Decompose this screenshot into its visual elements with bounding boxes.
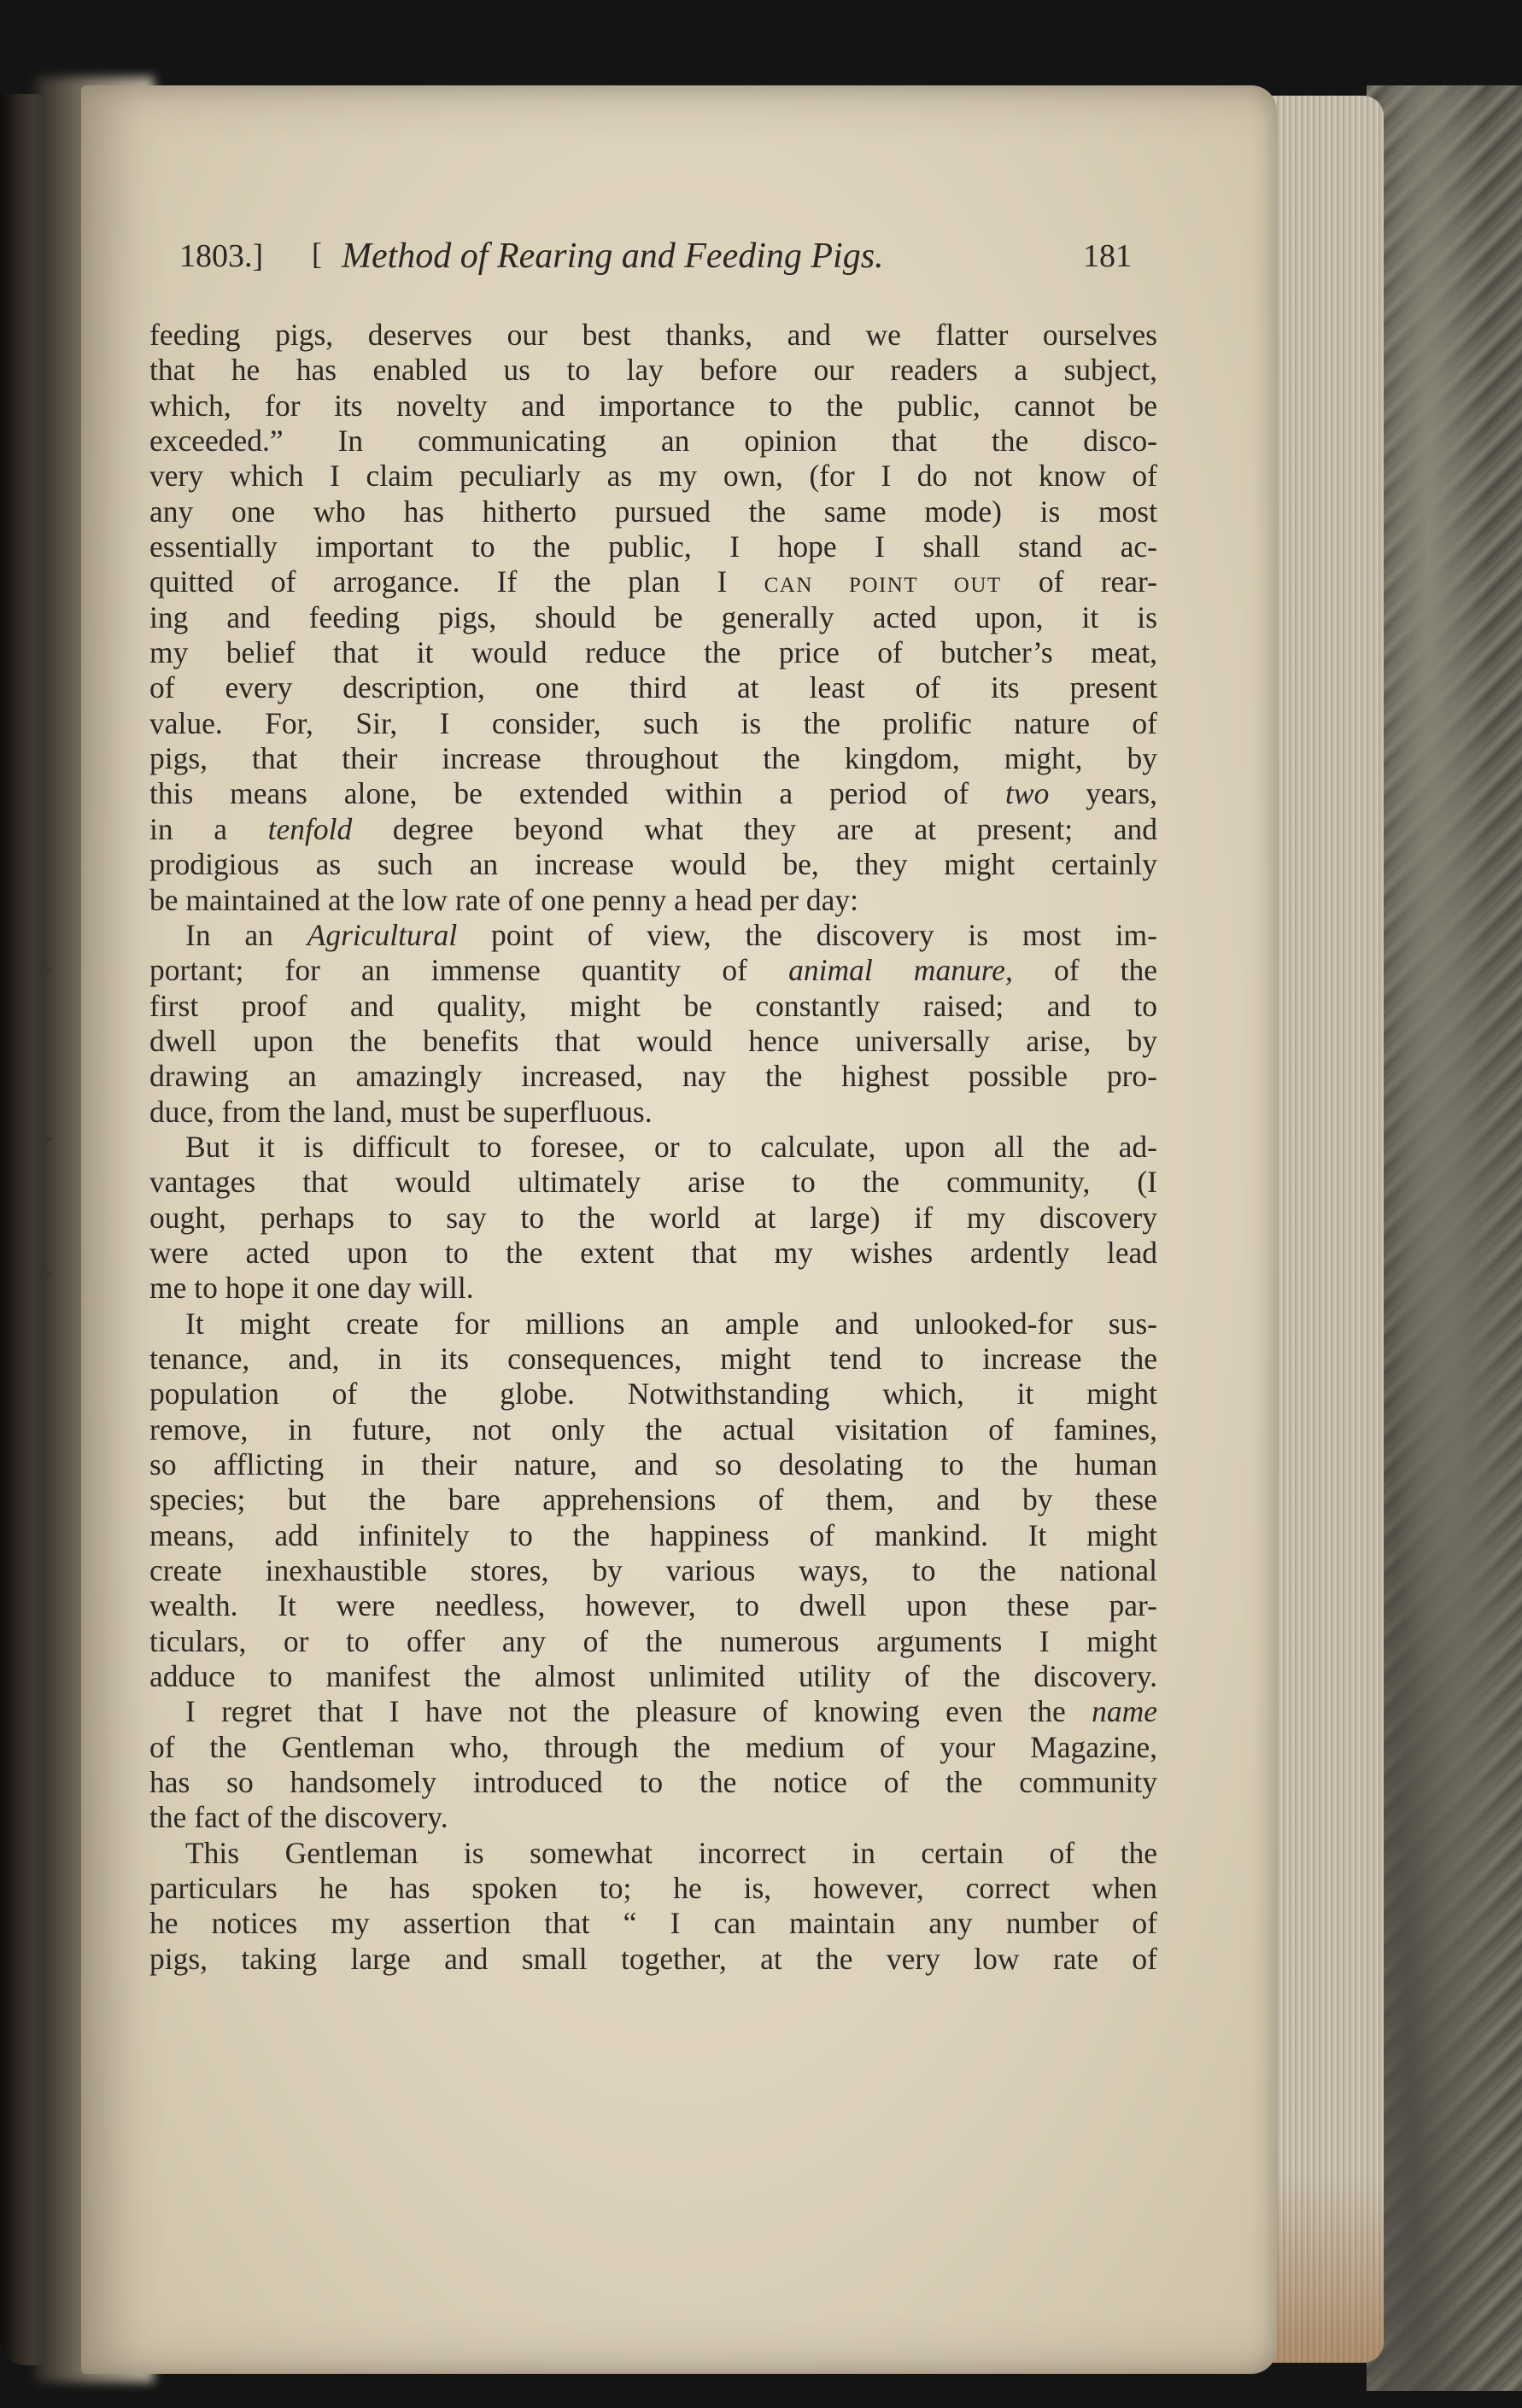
text-line: But it is difficult to foresee, or to calculate, upon all the ad- [185, 1129, 1157, 1164]
text-line: so afflicting in their nature, and so desolating to the human [149, 1447, 1157, 1482]
text-run: of rear- [1001, 564, 1157, 599]
text-line: that he has enabled us to lay before our readers a subject, [149, 353, 1157, 388]
text-run: of the [1012, 953, 1157, 988]
text-line: of every description, one third at least of its present [149, 670, 1157, 705]
text-run: In an [185, 917, 307, 952]
text-run: I regret that I have not the pleasure of knowing even the [185, 1694, 1092, 1729]
text-line: adduce to manifest the almost unlimited utility of the discovery. [149, 1659, 1157, 1694]
text-run: portant; for an immense quantity of [149, 953, 789, 988]
italic-text: name [1092, 1694, 1157, 1729]
text-line: create inexhaustible stores, by various ways, to the national [149, 1553, 1157, 1588]
text-line [149, 953, 1157, 988]
text-line: This Gentleman is somewhat incorrect in certain of the [185, 1835, 1157, 1870]
running-head [179, 237, 1132, 289]
text-line: remove, in future, not only the actual visitation of famines, [149, 1411, 1157, 1447]
text-line: my belief that it would reduce the price of butcher’s meat, [149, 635, 1157, 670]
text-line [149, 776, 1157, 811]
text-line: species; but the bare apprehensions of them, and by these [149, 1482, 1157, 1517]
margin-mark: ▸ [44, 1129, 54, 1148]
italic-text: animal manure, [788, 953, 1013, 988]
text-line [149, 812, 1157, 847]
text-line: vantages that would ultimately arise to the community, (I [149, 1165, 1157, 1200]
text-line: he notices my assertion that “ I can maintain any number of [149, 1906, 1157, 1941]
text-line: pigs, taking large and small together, at the very low rate of [149, 1941, 1157, 1976]
text-line: drawing an amazingly increased, nay the highest possible pro- [149, 1059, 1157, 1094]
text-line: essentially important to the public, I hope I shall stand ac- [149, 529, 1157, 564]
text-line [149, 918, 1157, 953]
text-line: has so handsomely introduced to the notice of the community [149, 1765, 1157, 1800]
text-run: point of view, the discovery is most im- [457, 917, 1157, 952]
text-line: ought, perhaps to say to the world at large) if my discovery [149, 1200, 1157, 1235]
italic-text: tenfold [267, 811, 353, 846]
text-line: any one who has hitherto pursued the same mode) is most [149, 494, 1157, 529]
text-line: pigs, that their increase throughout the kingdom, might, by [149, 741, 1157, 776]
text-line: very which I claim peculiarly as my own, (for I do not know of [149, 459, 1157, 494]
text-line: duce, from the land, must be superfluous. [149, 1094, 653, 1129]
text-line: particulars he has spoken to; he is, however, correct when [149, 1871, 1157, 1906]
running-head-title: Method of Rearing and Feeding Pigs. [342, 237, 884, 276]
text-line: the fact of the discovery. [149, 1800, 448, 1835]
text-line: population of the globe. Notwithstanding which, it might [149, 1376, 1157, 1411]
text-run: quitted of arrogance. If the plan I [149, 564, 764, 599]
text-line: were acted upon to the extent that my wishes ardently lead [149, 1235, 1157, 1270]
text-line: prodigious as such an increase would be, they might certainly [149, 847, 1157, 882]
text-line: be maintained at the low rate of one penny a head per day: [149, 882, 858, 917]
page-number: 181 [1083, 238, 1132, 274]
text-line: tenance, and, in its consequences, might tend to increase the [149, 1341, 1157, 1376]
body-text [149, 318, 1157, 1977]
text-line: first proof and quality, might be constantly raised; and to [149, 988, 1157, 1023]
text-line: It might create for millions an ample and unlooked-for sus- [185, 1306, 1157, 1341]
running-head-bracket: [ [312, 237, 322, 271]
text-line: ing and feeding pigs, should be generally acted upon, it is [149, 599, 1157, 634]
text-line [149, 1694, 1157, 1729]
text-line: dwell upon the benefits that would hence universally arise, by [149, 1023, 1157, 1058]
text-line: feeding pigs, deserves our best thanks, and we flatter ourselves [149, 318, 1157, 352]
marbled-cover-board [1367, 85, 1522, 2391]
text-line: value. For, Sir, I consider, such is the prolific nature of [149, 705, 1157, 740]
text-run: in a [149, 811, 268, 846]
italic-text: two [1005, 776, 1050, 811]
text-line: wealth. It were needless, however, to dwell upon these par- [149, 1588, 1157, 1623]
text-line: of the Gentleman who, through the medium of your Magazine, [149, 1729, 1157, 1764]
text-run: degree beyond what they are at present; and [352, 811, 1158, 846]
text-line: which, for its novelty and importance to the public, cannot be [149, 388, 1157, 423]
italic-text: Agricultural [307, 917, 458, 952]
text-line: me to hope it one day will. [149, 1271, 474, 1306]
margin-mark: ▸ [44, 960, 54, 979]
small-caps-text: CAN POINT OUT [764, 574, 1002, 598]
text-line: exceeded.” In communicating an opinion that the disco- [149, 424, 1157, 459]
running-head-year: 1803.] [179, 238, 264, 274]
margin-mark: ▸ [44, 1264, 54, 1283]
text-run: years, [1049, 776, 1157, 811]
text-line: means, add infinitely to the happiness of mankind. It might [149, 1517, 1157, 1552]
text-line: ticulars, or to offer any of the numerous arguments I might [149, 1623, 1157, 1658]
text-line [149, 564, 1157, 599]
text-run: this means alone, be extended within a period of [149, 776, 1006, 811]
